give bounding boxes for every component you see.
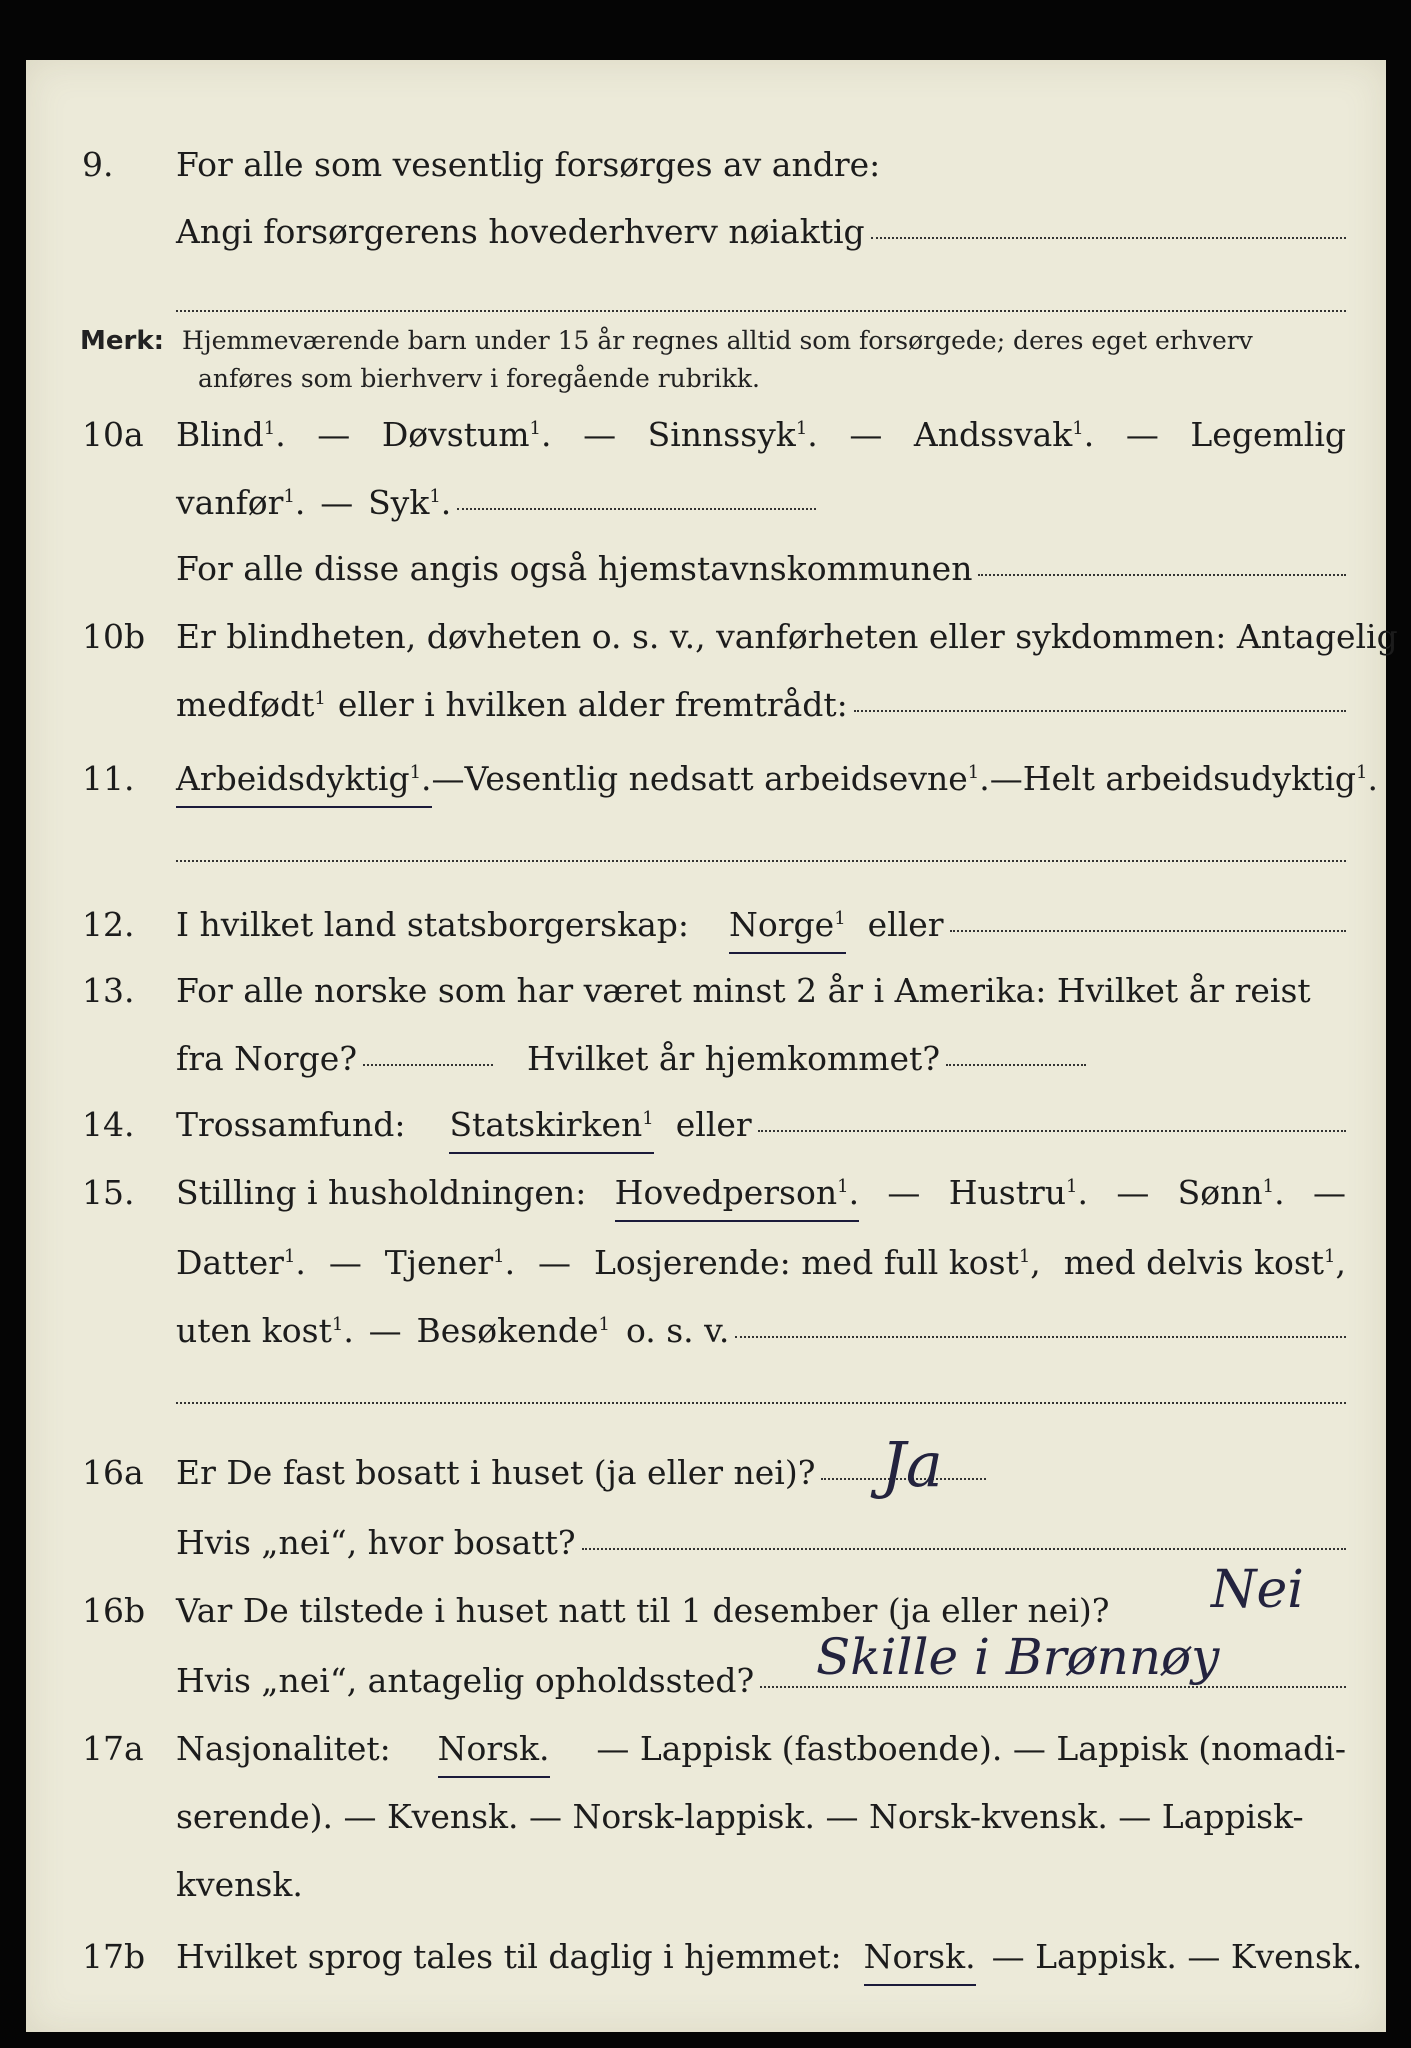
q10b-answer-field[interactable] bbox=[854, 680, 1346, 712]
q10b-text-1: Er blindheten, døvheten o. s. v., vanførheten eller sykdommen: Antagelig bbox=[176, 617, 1398, 656]
q17a-text-1: Nasjonalitet: bbox=[176, 1729, 391, 1768]
q15-answer-rule[interactable] bbox=[176, 1402, 1346, 1404]
q15-row-1: 15. Stilling i husholdningen: Hovedperson1. — Hustru1. — Sønn1. — bbox=[26, 1168, 1386, 1218]
q16b-handwritten-place: Skille i Brønnøy bbox=[816, 1628, 1220, 1686]
option-dovstum: Døvstum1. bbox=[381, 415, 552, 454]
merk-text-2: anføres som bierhverv i foregående rubrikk. bbox=[198, 364, 760, 393]
q13-number: 13. bbox=[82, 971, 135, 1010]
q15-osv: o. s. v. bbox=[625, 1311, 730, 1350]
q16a-number: 16a bbox=[82, 1453, 144, 1492]
option-hustru: Hustru1. bbox=[948, 1173, 1088, 1212]
q13-reist-label: fra Norge? bbox=[176, 1039, 358, 1078]
option-besokende: Besøkende1 bbox=[416, 1311, 610, 1350]
q11-answer-rule[interactable] bbox=[176, 860, 1346, 862]
q9-row-2 bbox=[26, 207, 1386, 257]
q14-row bbox=[26, 1100, 1386, 1150]
q14-eller: eller bbox=[675, 1105, 752, 1144]
option-helt-arbeidsudyktig: Helt arbeidsudyktig1. bbox=[1022, 759, 1378, 798]
option-vanfor: vanfør1. bbox=[176, 483, 306, 522]
option-norsk: Norsk. bbox=[438, 1724, 550, 1778]
q9-answer-field[interactable] bbox=[871, 207, 1346, 239]
q14-number: 14. bbox=[82, 1105, 135, 1144]
option-full-kost: Losjerende: med full kost1, bbox=[593, 1243, 1041, 1282]
q10a-row-1: 10a Blind1. — Døvstum1. — Sinnssyk1. — Andssvak1. — Legemlig bbox=[26, 410, 1386, 460]
q9-answer-rule[interactable] bbox=[176, 310, 1346, 312]
q13-hjemkommet-label: Hvilket år hjemkommet? bbox=[527, 1039, 941, 1078]
q9-text-2: Angi forsørgerens hovederhverv nøiaktig bbox=[176, 212, 865, 251]
q16a-bosatt-field[interactable] bbox=[582, 1518, 1346, 1550]
census-form-page bbox=[26, 60, 1398, 2032]
option-blind: Blind1. bbox=[176, 415, 286, 454]
q14-answer-field[interactable] bbox=[758, 1100, 1346, 1132]
q16a-handwritten-answer: Ja bbox=[881, 1428, 943, 1501]
q10a-row-2: vanfør1. — Syk1. bbox=[26, 478, 1386, 528]
option-syk: Syk1. bbox=[368, 483, 452, 522]
option-vesentlig-nedsatt: Vesentlig nedsatt arbeidsevne1. bbox=[464, 759, 990, 798]
q15-answer-field[interactable] bbox=[735, 1306, 1346, 1338]
q17a-text-1b: — Lappisk (fastboende). — Lappisk (nomadi- bbox=[596, 1729, 1346, 1768]
q15-text-1: Stilling i husholdningen: bbox=[176, 1173, 587, 1212]
q9-row-1 bbox=[26, 140, 1386, 190]
q17a-text-2: serende). — Kvensk. — Norsk-lappisk. — Norsk-kvensk. — Lappisk- bbox=[176, 1797, 1304, 1836]
q16b-text-1: Var De tilstede i huset natt til 1 desember (ja eller nei)? bbox=[176, 1591, 1110, 1630]
q14-text: Trossamfund: bbox=[176, 1105, 406, 1144]
q15-row-3: uten kost1. — Besøkende1 o. s. v. bbox=[26, 1306, 1386, 1356]
q10b-row-1 bbox=[26, 612, 1398, 662]
q15-number: 15. bbox=[82, 1173, 135, 1212]
q16a-text-2: Hvis „nei“, hvor bosatt? bbox=[176, 1523, 576, 1562]
option-uten-kost: uten kost1. bbox=[176, 1311, 354, 1350]
q13-text-1: For alle norske som har været minst 2 år i Amerika: Hvilket år reist bbox=[176, 971, 1311, 1010]
q10a-text-3: For alle disse angis også hjemstavnskommunen bbox=[176, 549, 973, 588]
q17a-number: 17a bbox=[82, 1729, 144, 1768]
q10a-answer-field[interactable] bbox=[457, 478, 816, 510]
q10a-number: 10a bbox=[82, 415, 144, 454]
q13-hjemkommet-field[interactable] bbox=[946, 1034, 1086, 1066]
option-tjener: Tjener1. bbox=[384, 1243, 516, 1282]
q13-reist-field[interactable] bbox=[363, 1034, 493, 1066]
q12-text: I hvilket land statsborgerskap: bbox=[176, 905, 690, 944]
q10b-row-2 bbox=[26, 680, 1386, 730]
q13-row-1 bbox=[26, 966, 1386, 1016]
option-sinnssyk: Sinnssyk1. bbox=[647, 415, 818, 454]
option-delvis-kost: med delvis kost1, bbox=[1063, 1243, 1346, 1282]
option-medfodt: medfødt1 bbox=[176, 685, 326, 724]
q17a-text-3: kvensk. bbox=[176, 1865, 303, 1904]
q13-row-2 bbox=[26, 1034, 1386, 1084]
q12-eller: eller bbox=[867, 905, 944, 944]
option-sonn: Sønn1. bbox=[1177, 1173, 1285, 1212]
q17a-row-1 bbox=[26, 1724, 1386, 1774]
q16b-handwritten-answer: Nei bbox=[1211, 1560, 1304, 1620]
q10b-number: 10b bbox=[82, 617, 146, 656]
merk-note bbox=[80, 322, 1346, 398]
q16a-row-1 bbox=[26, 1448, 1386, 1498]
q16a-text-1: Er De fast bosatt i huset (ja eller nei)? bbox=[176, 1453, 816, 1492]
q17b-text: Hvilket sprog tales til daglig i hjemmet: bbox=[176, 1937, 842, 1976]
q9-text-1: For alle som vesentlig forsørges av andre: bbox=[176, 145, 881, 184]
merk-label: Merk: bbox=[80, 326, 165, 356]
option-norge: Norge1 bbox=[729, 900, 846, 954]
q16b-text-2: Hvis „nei“, antagelig opholdssted? bbox=[176, 1661, 755, 1700]
q15-row-2: Datter1. — Tjener1. — Losjerende: med full kost1, med delvis kost1, bbox=[26, 1238, 1386, 1288]
q12-answer-field[interactable] bbox=[950, 900, 1346, 932]
q11-number: 11. bbox=[82, 759, 135, 798]
q17b-row bbox=[26, 1932, 1386, 1982]
q12-number: 12. bbox=[82, 905, 135, 944]
option-andssvak: Andssvak1. bbox=[913, 415, 1095, 454]
q12-row bbox=[26, 900, 1386, 950]
option-legemlig: Legemlig bbox=[1190, 415, 1346, 454]
q17a-row-3 bbox=[26, 1860, 1386, 1910]
q16b-number: 16b bbox=[82, 1591, 146, 1630]
q10b-text-2: eller i hvilken alder fremtrådt: bbox=[337, 685, 848, 724]
option-arbeidsdyktig: Arbeidsdyktig1. bbox=[176, 754, 432, 808]
q9-number: 9. bbox=[82, 145, 114, 184]
q11-row: 11. Arbeidsdyktig1. — Vesentlig nedsatt arbeidsevne1. — Helt arbeidsudyktig1. bbox=[26, 754, 1386, 804]
option-datter: Datter1. bbox=[176, 1243, 306, 1282]
q17b-number: 17b bbox=[82, 1937, 146, 1976]
q17a-row-2 bbox=[26, 1792, 1386, 1842]
q10a-row-3 bbox=[26, 544, 1386, 594]
option-hovedperson: Hovedperson1. bbox=[615, 1168, 859, 1222]
q16a-row-2 bbox=[26, 1518, 1386, 1568]
option-statskirken: Statskirken1 bbox=[449, 1100, 653, 1154]
q17b-tail: — Lappisk. — Kvensk. bbox=[991, 1937, 1363, 1976]
option-norsk-sprog: Norsk. bbox=[864, 1932, 976, 1986]
q10a-hjemstavn-field[interactable] bbox=[978, 544, 1346, 576]
merk-text-1: Hjemmeværende barn under 15 år regnes alltid som forsørgede; deres eget erhverv bbox=[182, 326, 1253, 355]
